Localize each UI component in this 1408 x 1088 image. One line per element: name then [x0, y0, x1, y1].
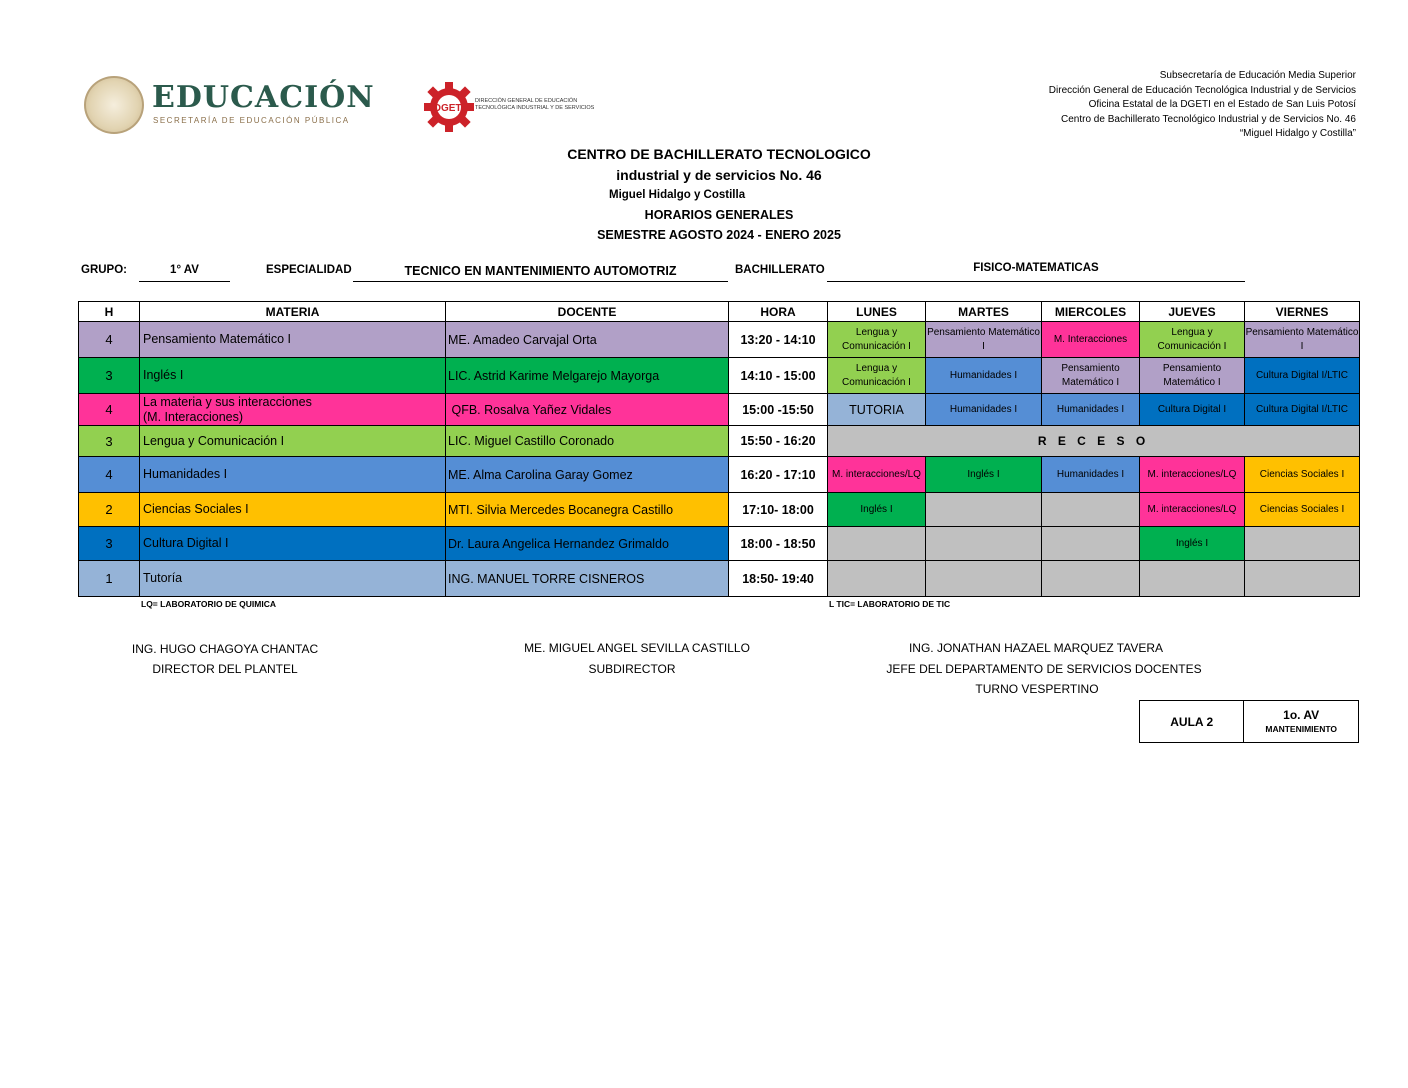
- day-cell-empty: [1042, 527, 1140, 561]
- header-line: Dirección General de Educación Tecnológica Industrial y de Servicios: [1048, 84, 1356, 96]
- especialidad-label: ESPECIALIDAD: [266, 264, 352, 276]
- aula-box: [1139, 700, 1359, 743]
- school-subtitle: industrial y de servicios No. 46: [616, 167, 822, 183]
- row-materia: Tutoría: [140, 561, 446, 597]
- day-cell: Pensamiento Matemático I: [1042, 358, 1140, 394]
- day-cell: Humanidades I: [926, 394, 1042, 426]
- day-cell: Ciencias Sociales I: [1245, 457, 1360, 493]
- educacion-logo-text: EDUCACIÓN: [152, 80, 375, 115]
- table-header-row: [79, 302, 1360, 322]
- note-ltic: L TIC= LABORATORIO DE TIC: [829, 599, 951, 609]
- row-hora: 18:00 - 18:50: [729, 527, 828, 561]
- receso-cell: R E C E S O: [828, 426, 1360, 457]
- day-cell: Humanidades I: [1042, 394, 1140, 426]
- school-name: Miguel Hidalgo y Costilla: [609, 189, 746, 201]
- row-hours: 4: [79, 457, 140, 493]
- day-cell: Inglés I: [1140, 527, 1245, 561]
- table-row: [79, 527, 1360, 561]
- table-row: [79, 457, 1360, 493]
- row-materia: Inglés I: [140, 358, 446, 394]
- row-hora: 16:20 - 17:10: [729, 457, 828, 493]
- semester-title: SEMESTRE AGOSTO 2024 - ENERO 2025: [597, 228, 841, 242]
- header-line: Oficina Estatal de la DGETI en el Estado de San Luis Potosí: [1088, 99, 1356, 111]
- table-row: [79, 493, 1360, 527]
- note-lq: LQ= LABORATORIO DE QUIMICA: [141, 599, 276, 609]
- aula-label: AULA 2: [1140, 701, 1244, 743]
- row-hours: 4: [79, 322, 140, 358]
- jefe-name: ING. JONATHAN HAZAEL MARQUEZ TAVERA: [908, 641, 1164, 655]
- row-materia: [140, 394, 446, 426]
- jefe-turno: TURNO VESPERTINO: [975, 682, 1099, 696]
- header-line: Centro de Bachillerato Tecnológico Industrial y de Servicios No. 46: [1061, 113, 1356, 125]
- row-hora: 15:50 - 16:20: [729, 426, 828, 457]
- row-materia: Ciencias Sociales I: [140, 493, 446, 527]
- header-miercoles: MIERCOLES: [1042, 302, 1140, 322]
- header-line: “Miguel Hidalgo y Costilla”: [1239, 128, 1356, 140]
- schedule-table: [78, 301, 1360, 597]
- grupo-label: GRUPO:: [81, 264, 127, 276]
- especialidad-value: TECNICO EN MANTENIMIENTO AUTOMOTRIZ: [353, 264, 728, 282]
- jefe-title: JEFE DEL DEPARTAMENTO DE SERVICIOS DOCENTES: [886, 662, 1202, 676]
- aula-specialty: MANTENIMIENTO: [1265, 723, 1337, 734]
- day-cell-empty: [926, 561, 1042, 597]
- institution-header: [1049, 69, 1356, 142]
- day-cell-empty: [926, 493, 1042, 527]
- header-materia: MATERIA: [140, 302, 446, 322]
- header-docente: DOCENTE: [446, 302, 729, 322]
- day-cell: Humanidades I: [1042, 457, 1140, 493]
- dgeti-initials: DGETI: [433, 103, 465, 114]
- table-row: [79, 426, 1360, 457]
- row-docente: ME. Alma Carolina Garay Gomez: [446, 457, 729, 493]
- header-lunes: LUNES: [828, 302, 926, 322]
- day-cell: Inglés I: [926, 457, 1042, 493]
- row-docente: ME. Amadeo Carvajal Orta: [446, 322, 729, 358]
- grupo-value: 1° AV: [139, 264, 230, 282]
- row-hours: 3: [79, 426, 140, 457]
- row-hora: 13:20 - 14:10: [729, 322, 828, 358]
- day-cell: Pensamiento Matemático I: [1140, 358, 1245, 394]
- day-cell: M. interacciones/LQ: [828, 457, 926, 493]
- table-row: [79, 322, 1360, 358]
- sep-logo-subtext: SECRETARÍA DE EDUCACIÓN PÚBLICA: [153, 116, 350, 125]
- director-title: DIRECTOR DEL PLANTEL: [152, 662, 298, 676]
- row-materia: Lengua y Comunicación I: [140, 426, 446, 457]
- row-hora: 18:50- 19:40: [729, 561, 828, 597]
- day-cell: Lengua y Comunicación I: [1140, 322, 1245, 358]
- row-hours: 4: [79, 394, 140, 426]
- school-title: CENTRO DE BACHILLERATO TECNOLOGICO: [567, 146, 871, 162]
- aula-group-cell: [1244, 701, 1359, 743]
- row-docente: MTI. Silvia Mercedes Bocanegra Castillo: [446, 493, 729, 527]
- header-h: H: [79, 302, 140, 322]
- day-cell-empty: [926, 527, 1042, 561]
- day-cell: Cultura Digital I: [1140, 394, 1245, 426]
- day-cell: Inglés I: [828, 493, 926, 527]
- day-cell-empty: [1245, 561, 1360, 597]
- day-cell-empty: [1042, 561, 1140, 597]
- sep-seal-logo: [84, 76, 144, 134]
- bachillerato-label: BACHILLERATO: [735, 264, 825, 276]
- row-materia: Humanidades I: [140, 457, 446, 493]
- day-cell-empty: [1140, 561, 1245, 597]
- day-cell: Lengua y Comunicación I: [828, 358, 926, 394]
- row-hora: 17:10- 18:00: [729, 493, 828, 527]
- row-docente: LIC. Miguel Castillo Coronado: [446, 426, 729, 457]
- day-cell: Cultura Digital I/LTIC: [1245, 394, 1360, 426]
- day-cell-empty: [828, 527, 926, 561]
- header-jueves: JUEVES: [1140, 302, 1245, 322]
- row-materia: Pensamiento Matemático I: [140, 322, 446, 358]
- subdirector-name: ME. MIGUEL ANGEL SEVILLA CASTILLO: [524, 641, 750, 655]
- row-hora: 15:00 -15:50: [729, 394, 828, 426]
- dgeti-logo-text: DIRECCIÓN GENERAL DE EDUCACIÓN TECNOLÓGICA INDUSTRIAL Y DE SERVICIOS: [475, 98, 595, 111]
- header-line: Subsecretaría de Educación Media Superior: [1159, 70, 1356, 81]
- materia-line: La materia y sus interacciones: [143, 394, 312, 409]
- row-hours: 1: [79, 561, 140, 597]
- header-martes: MARTES: [926, 302, 1042, 322]
- row-hora: 14:10 - 15:00: [729, 358, 828, 394]
- row-docente: LIC. Astrid Karime Melgarejo Mayorga: [446, 358, 729, 394]
- day-cell: Humanidades I: [926, 358, 1042, 394]
- row-docente: Dr. Laura Angelica Hernandez Grimaldo: [446, 527, 729, 561]
- row-materia: Cultura Digital I: [140, 527, 446, 561]
- header-viernes: VIERNES: [1245, 302, 1360, 322]
- table-row: [79, 358, 1360, 394]
- day-cell: Pensamiento Matemático I: [1245, 322, 1360, 358]
- aula-group: 1o. AV: [1283, 707, 1320, 722]
- day-cell: M. interacciones/LQ: [1140, 457, 1245, 493]
- day-cell-empty: [1245, 527, 1360, 561]
- materia-line: (M. Interacciones): [143, 409, 244, 424]
- bachillerato-value: FISICO-MATEMATICAS: [827, 262, 1245, 282]
- day-cell: Cultura Digital I/LTIC: [1245, 358, 1360, 394]
- day-cell: Lengua y Comunicación I: [828, 322, 926, 358]
- director-name: ING. HUGO CHAGOYA CHANTAC: [131, 642, 319, 656]
- subdirector-title: SUBDIRECTOR: [588, 662, 676, 676]
- day-cell: M. interacciones/LQ: [1140, 493, 1245, 527]
- dgeti-gear-logo: [424, 78, 474, 132]
- table-row: [79, 561, 1360, 597]
- row-hours: 2: [79, 493, 140, 527]
- table-row: [79, 394, 1360, 426]
- day-cell: Pensamiento Matemático I: [926, 322, 1042, 358]
- row-hours: 3: [79, 358, 140, 394]
- schedule-title: HORARIOS GENERALES: [644, 208, 794, 222]
- day-cell: M. Interacciones: [1042, 322, 1140, 358]
- day-cell-empty: [1042, 493, 1140, 527]
- row-hours: 3: [79, 527, 140, 561]
- day-cell: TUTORIA: [828, 394, 926, 426]
- row-docente: ING. MANUEL TORRE CISNEROS: [446, 561, 729, 597]
- day-cell: Ciencias Sociales I: [1245, 493, 1360, 527]
- day-cell-empty: [828, 561, 926, 597]
- header-hora: HORA: [729, 302, 828, 322]
- row-docente: QFB. Rosalva Yañez Vidales: [446, 394, 729, 426]
